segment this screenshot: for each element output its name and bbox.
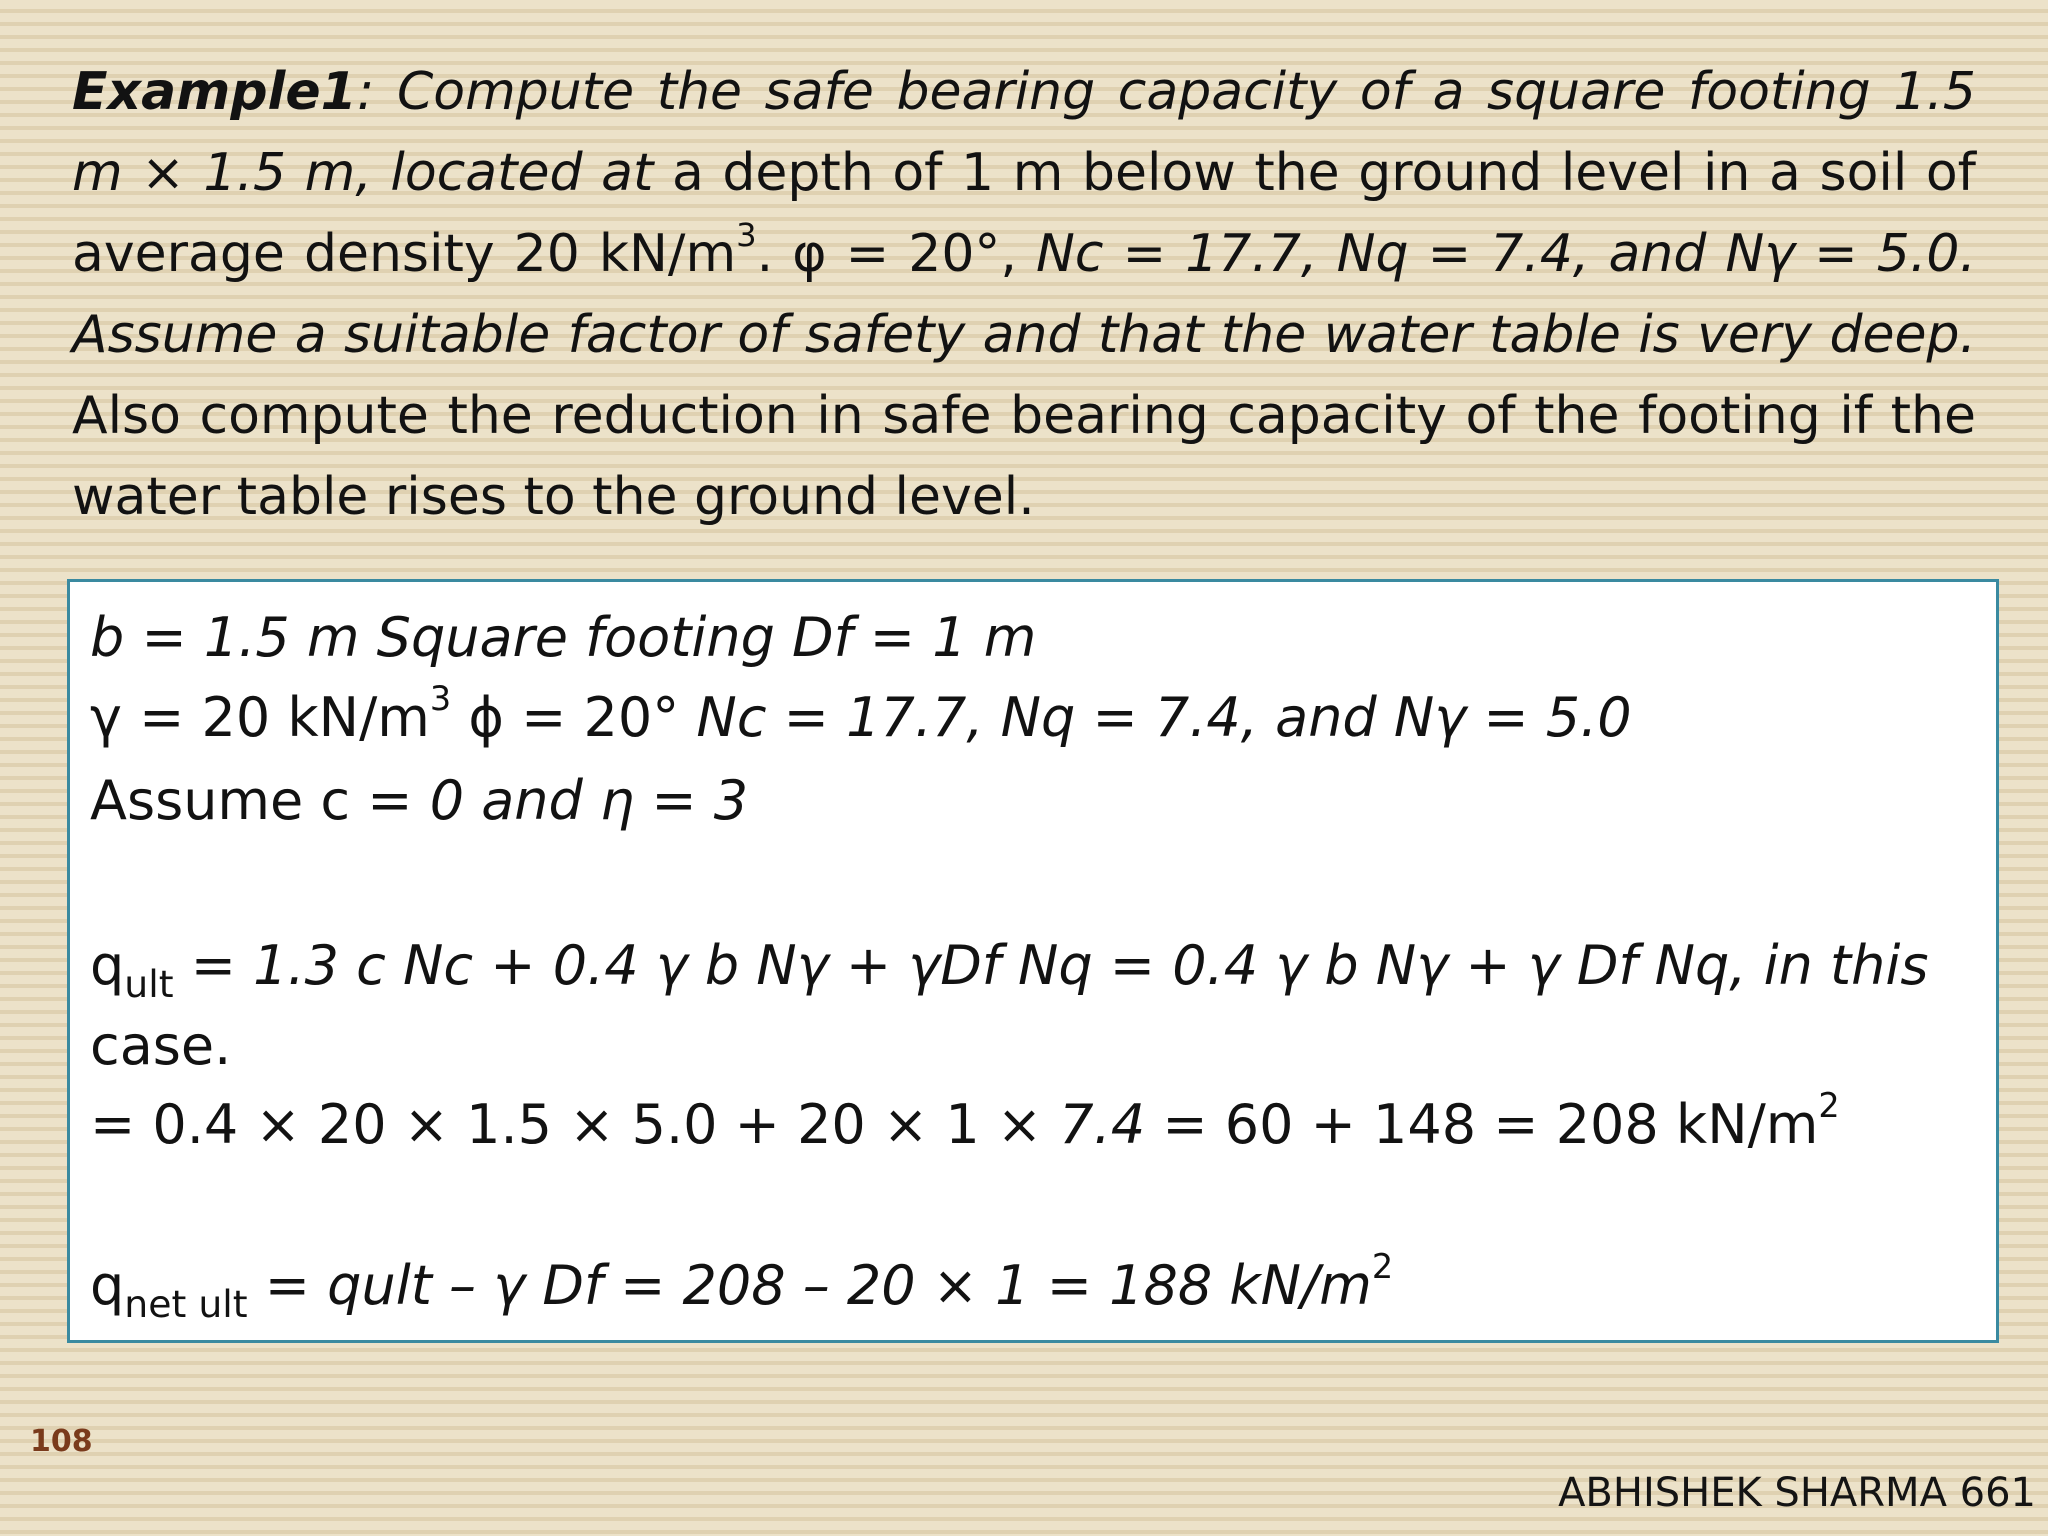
problem-text-2-exponent: 3	[736, 215, 757, 254]
author-credit: ABHISHEK SHARMA 661	[1558, 1470, 2036, 1516]
problem-text-3: . φ = 20°,	[756, 224, 1037, 284]
example-heading: Example1	[72, 62, 357, 122]
formula-continuation: case.	[90, 1014, 232, 1077]
solution-box	[67, 579, 1999, 1343]
ultimate-capacity-formula: $q_{ult} = 1.3$ c Nc + 0.4 γ b Nγ + γDf Nq = 0.4 γ b Nγ + γ Df Nq, in this	[90, 934, 1929, 1007]
ultimate-capacity-calculation: = 0.4 × 20 × 1.5 × 5.0 + 20 × 1 × 7.4 = 60 + 148 = 208 $kN/m^2$	[90, 1085, 1840, 1156]
problem-statement	[72, 52, 1976, 538]
problem-text-5: Also compute the reduction in safe bearing capacity of the footing if the water table rises to the ground level.	[72, 386, 1976, 527]
assumptions: Assume c = 0 and η = 3	[90, 769, 749, 832]
problem-text-2: a depth of 1 m below the ground level in a soil of average density 20 kN/m	[72, 143, 1976, 284]
page-number: 108	[30, 1424, 93, 1459]
net-ultimate-capacity: $q_{net ult}$ = qult – γ Df = 208 – 20 × 1 = 188 $kN/m^2$	[90, 1246, 1394, 1327]
given-soil-parameters: γ = 20 $kN/m^3$ ϕ = 20° Nc = 17.7, Nq = 7.4, and Nγ = 5.0	[90, 678, 1632, 749]
problem-text-4: Nc = 17.7, Nq = 7.4, and Nγ = 5.0. Assume a suitable factor of safety and that the water table is very deep.	[72, 224, 1977, 365]
problem-text-1: : Compute the safe bearing capacity of a square footing 1.5 m × 1.5 m, located at	[72, 62, 1976, 203]
given-dimensions: b = 1.5 m Square footing Df = 1 m	[90, 606, 1037, 669]
